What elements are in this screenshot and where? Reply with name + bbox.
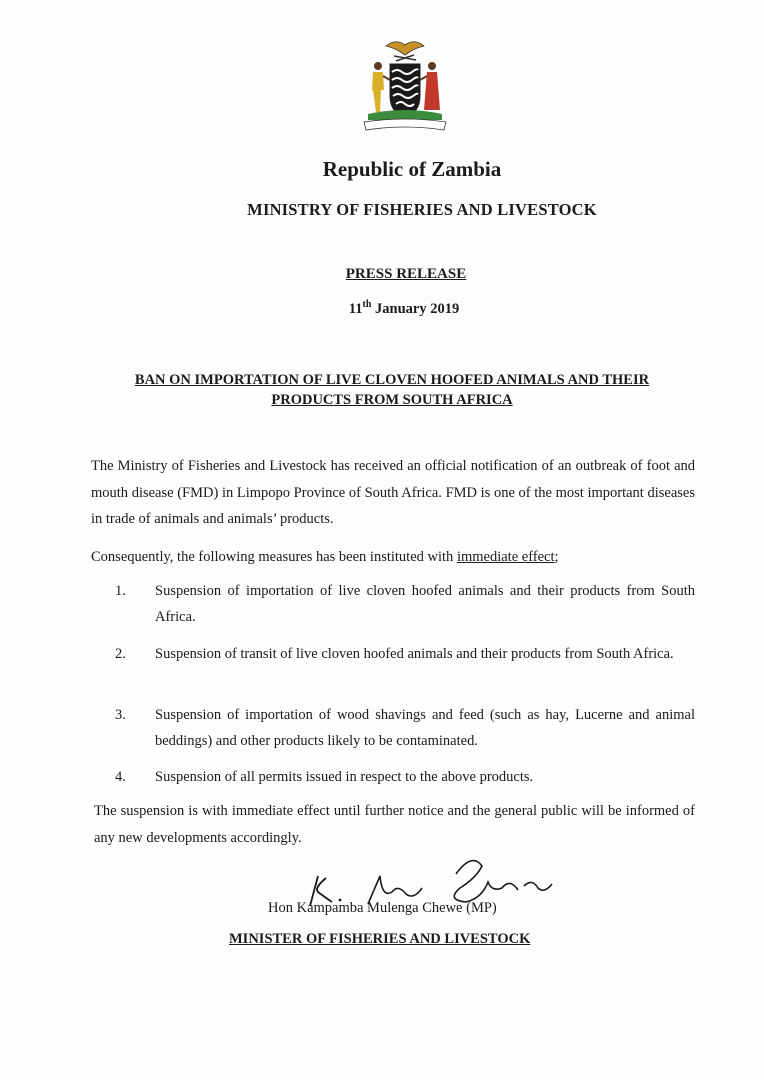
date-suffix: th [362, 299, 372, 310]
measures-lead: Consequently, the following measures has been instituted with [91, 549, 457, 565]
headline-line-1: BAN ON IMPORTATION OF LIVE CLOVEN HOOFED ANIMALS AND THEIR [134, 372, 650, 388]
measure-text: Suspension of transit of live cloven hoofed animals and their products from South Africa. [155, 646, 674, 662]
measure-number: 1. [115, 583, 126, 599]
measure-number: 3. [115, 707, 126, 723]
measure-text: Suspension of importation of live cloven hoofed animals and their products from South Africa. [155, 583, 695, 625]
measure-text: Suspension of all permits issued in respect to the above products. [155, 769, 534, 785]
signatory-title: MINISTER OF FISHERIES AND LIVESTOCK [229, 931, 531, 947]
headline-line-2: PRODUCTS FROM SOUTH AFRICA [271, 392, 513, 408]
measures-lead-paragraph [91, 544, 695, 571]
intro-paragraph: The Ministry of Fisheries and Livestock has received an official notification of an outbreak of foot and mouth disease (FMD) in Limpopo Province of South Africa. FMD is one of the most important diseases in trade of animals and animals’ products. [91, 458, 695, 527]
signatory-name: Hon Kampamba Mulenga Chewe (MP) [268, 900, 497, 916]
zambia-coat-of-arms-icon [356, 36, 454, 136]
measure-number: 2. [115, 646, 126, 662]
measure-text: Suspension of importation of wood shavings and feed (such as hay, Lucerne and animal beddings) and other products likely to be contaminated. [155, 707, 695, 749]
document-type: PRESS RELEASE [345, 266, 467, 282]
closing-paragraph: The suspension is with immediate effect until further notice and the general public will be informed of any new developments accordingly. [94, 803, 695, 846]
measures-emphasis: immediate effect [456, 549, 555, 565]
measure-number: 4. [115, 769, 126, 785]
measures-end: ; [554, 549, 559, 565]
release-date [22, 299, 764, 318]
date-rest: January 2019 [371, 300, 460, 317]
date-day: 11 [348, 300, 363, 317]
ministry-name: MINISTRY OF FISHERIES AND LIVESTOCK [247, 200, 597, 219]
country-name: Republic of Zambia [322, 157, 502, 181]
